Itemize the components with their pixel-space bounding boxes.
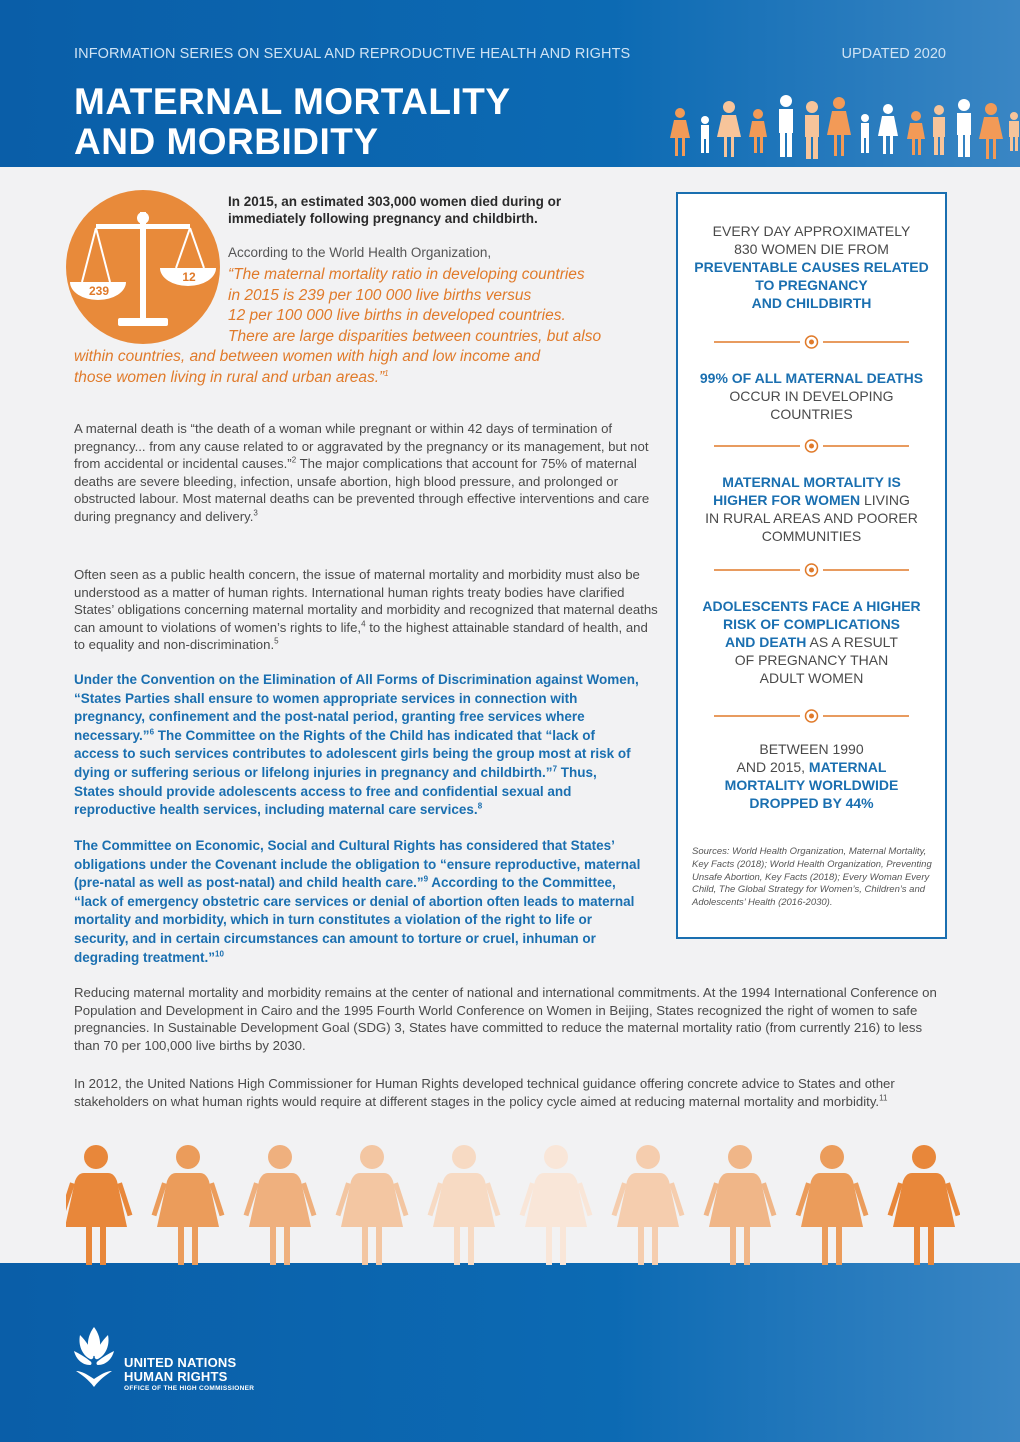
fact-line: 830 WOMEN DIE FROM <box>734 241 889 257</box>
pregnant-women-icons <box>66 1143 960 1268</box>
divider-icon <box>714 439 909 453</box>
un-line-1: UNITED NATIONS <box>124 1355 237 1370</box>
scale-left-value: 239 <box>88 284 110 298</box>
fact-line: COMMUNITIES <box>761 528 862 544</box>
paragraph-text: The Committee on Economic, Social and Cultural Rights has considered that States’ obligations under the Covenant include the obligation to “ensure reproductive, maternal (pre-natal as well as post-natal) and child health care.” <box>74 838 641 891</box>
fact-text: LIVING <box>860 492 910 508</box>
quote-line: within countries, and between women with high and low income and <box>74 348 541 365</box>
divider-icon <box>714 335 909 349</box>
page-title <box>74 82 511 162</box>
paragraph-text: Often seen as a public health concern, the issue of maternal mortality and morbidity must also be understood as a matter of human rights. International human rights treaty bodies have clarified States’ obligations concerning maternal mortality and morbidity and recognized that maternal deaths can amount to violations of women’s rights to life, <box>74 567 658 635</box>
fact-line: TO PREGNANCY <box>755 277 868 293</box>
paragraph-maternal-death <box>74 420 659 526</box>
footnote-ref: 4 <box>361 619 366 629</box>
fact-developing-countries <box>678 369 945 423</box>
fact-highlight: AND DEATH <box>725 634 807 650</box>
footnote-ref: 7 <box>552 764 558 774</box>
fact-highlight: HIGHER FOR WOMEN <box>713 492 861 508</box>
un-human-rights-wordmark <box>124 1356 254 1394</box>
paragraph-text: In 2012, the United Nations High Commissioner for Human Rights developed technical guidance offering concrete advice to States and other stakeholders on what human rights would require at different stages in the policy cycle aimed at reducing maternal mortality and morbidity. <box>74 1076 895 1109</box>
divider-icon <box>714 709 909 723</box>
sources-note: Sources: World Health Organization, Maternal Mortality, Key Facts (2018); World Health Organization, Preventing Unsafe Abortion, Key Facts (2018); Every Woman Every Child, The Global Strategy for Women’s, Children’s and Adolescents’ Health (2016-2030). <box>692 846 932 909</box>
footnote-ref: 2 <box>291 455 297 465</box>
quote-line: those women living in rural and urban areas.” <box>74 368 385 386</box>
fact-line: OCCUR IN DEVELOPING <box>729 388 894 404</box>
fact-line: DROPPED BY 44% <box>749 795 874 811</box>
footer-banner <box>0 1263 1020 1442</box>
fact-line: EVERY DAY APPROXIMATELY <box>712 223 911 239</box>
title-line-1: MATERNAL MORTALITY <box>74 81 511 122</box>
un-line-2: HUMAN RIGHTS <box>124 1369 228 1384</box>
fact-highlight: MATERNAL <box>808 759 887 775</box>
footnote-ref: 10 <box>215 949 224 959</box>
fact-line: RISK OF COMPLICATIONS <box>722 616 901 632</box>
fact-adolescents <box>678 597 945 687</box>
paragraph-text: Under the Convention on the Elimination of All Forms of Discrimination against Women, “States Parties shall ensure to women appropriate services in connection with pregnancy, confinement and the post-natal period, granting free services where necessary.” <box>74 672 639 743</box>
paragraph-text: The major complications that account for 75% of maternal deaths are severe bleeding, infection, unsafe abortion, high blood pressure, and prolonged or obstructed labour. Most maternal deaths can be prevented through effective interventions and care during pregnancy and delivery. <box>74 456 650 524</box>
footnote-ref: 11 <box>879 1093 888 1103</box>
footnote-ref: 8 <box>477 801 483 811</box>
fact-line: ADOLESCENTS FACE A HIGHER <box>702 598 921 614</box>
paragraph-text: Thus, States should provide adolescents access to free and confidential sexual and reproductive health services, including maternal care services. <box>74 764 597 818</box>
intro-lead: In 2015, an estimated 303,000 women died during or immediately following pregnancy and childbirth. <box>228 194 562 226</box>
paragraph-human-rights <box>74 566 659 654</box>
updated-label: UPDATED 2020 <box>841 46 946 62</box>
fact-decline <box>678 740 945 812</box>
fact-line: 99% OF ALL MATERNAL DEATHS <box>699 370 924 386</box>
paragraph-commitments: Reducing maternal mortality and morbidity remains at the center of national and international commitments. At the 1994 International Conference on Population and Development in Cairo and the 1995 Fourth World Conference on Women in Beijing, States recognized the right of women to safe pregnancies. In Sustainable Development Goal (SDG) 3, States have committed to reduce the maternal mortality ratio (from currently 216) to less than 70 per 100,000 live births by 2030. <box>74 985 937 1053</box>
fact-rural-poorer <box>678 473 945 545</box>
title-line-2: AND MORBIDITY <box>74 121 379 162</box>
fact-line: MATERNAL MORTALITY IS <box>722 474 901 490</box>
footnote-ref: 1 <box>384 368 389 378</box>
footnote-ref: 3 <box>253 508 258 518</box>
quote-line: 12 per 100 000 live births in developed countries. <box>228 307 566 324</box>
fact-line: AND CHILDBIRTH <box>751 295 872 311</box>
fact-line <box>678 758 945 776</box>
fact-line: ADULT WOMEN <box>759 670 864 686</box>
fact-text: AS A RESULT <box>806 634 898 650</box>
fact-line <box>678 491 945 509</box>
fact-text: AND 2015, <box>736 759 809 775</box>
quote-line: in 2015 is 239 per 100 000 live births versus <box>228 286 532 304</box>
paragraph-text: A maternal death is “the death of a woman while pregnant or within 42 days of termination of pregnancy... from any cause related to or aggravated by the pregnancy or its management, but not from accidental or incidental causes.” <box>74 421 649 472</box>
family-figures-icon <box>668 90 1020 162</box>
fact-line <box>678 633 945 651</box>
paragraph-cedaw <box>74 671 639 820</box>
divider-icon <box>714 563 909 577</box>
fact-daily-deaths <box>678 222 945 312</box>
quote-line: “The maternal mortality ratio in developing countries <box>228 266 585 283</box>
quote-line: There are large disparities between countries, but also <box>228 327 602 345</box>
un-line-3: OFFICE OF THE HIGH COMMISSIONER <box>124 1385 255 1392</box>
paragraph-text: According to the Committee, “lack of emergency obstetric care services or denial of abortion often leads to maternal mortality and morbidity, which in turn constitutes a violation of the right to life or security, and in certain circumstances can amount to torture or cruel, inhuman or degrading treatment.” <box>74 875 635 965</box>
fact-line: PREVENTABLE CAUSES RELATED <box>694 259 929 275</box>
footnote-ref: 5 <box>274 636 279 646</box>
series-label: INFORMATION SERIES ON SEXUAL AND REPRODUCTIVE HEALTH AND RIGHTS <box>74 46 631 62</box>
scale-right-value: 12 <box>182 270 196 284</box>
fact-line: BETWEEN 1990 <box>759 741 864 757</box>
fact-line: OF PREGNANCY THAN <box>734 652 889 668</box>
who-quote <box>74 265 664 388</box>
footnote-ref: 9 <box>423 874 429 884</box>
fact-line: IN RURAL AREAS AND POORER <box>705 510 918 526</box>
paragraph-guidance <box>74 1075 946 1110</box>
un-human-rights-logo <box>72 1325 116 1389</box>
according-text: According to the World Health Organization, <box>228 245 492 260</box>
footnote-ref: 6 <box>149 727 155 737</box>
key-facts-sidebar <box>676 192 947 939</box>
paragraph-text: to the highest attainable standard of health, and to equality and non-discrimination. <box>74 619 648 653</box>
paragraph-cescr <box>74 837 649 967</box>
paragraph-text: The Committee on the Rights of the Child has indicated that “lack of access to such services contributes to adolescent girls being the group most at risk of dying or suffering serious or lifelong injuries in pregnancy and childbirth.” <box>74 727 631 780</box>
fact-line: COUNTRIES <box>770 406 853 422</box>
fact-line: MORTALITY WORLDWIDE <box>724 777 899 793</box>
header-banner <box>0 0 1020 167</box>
